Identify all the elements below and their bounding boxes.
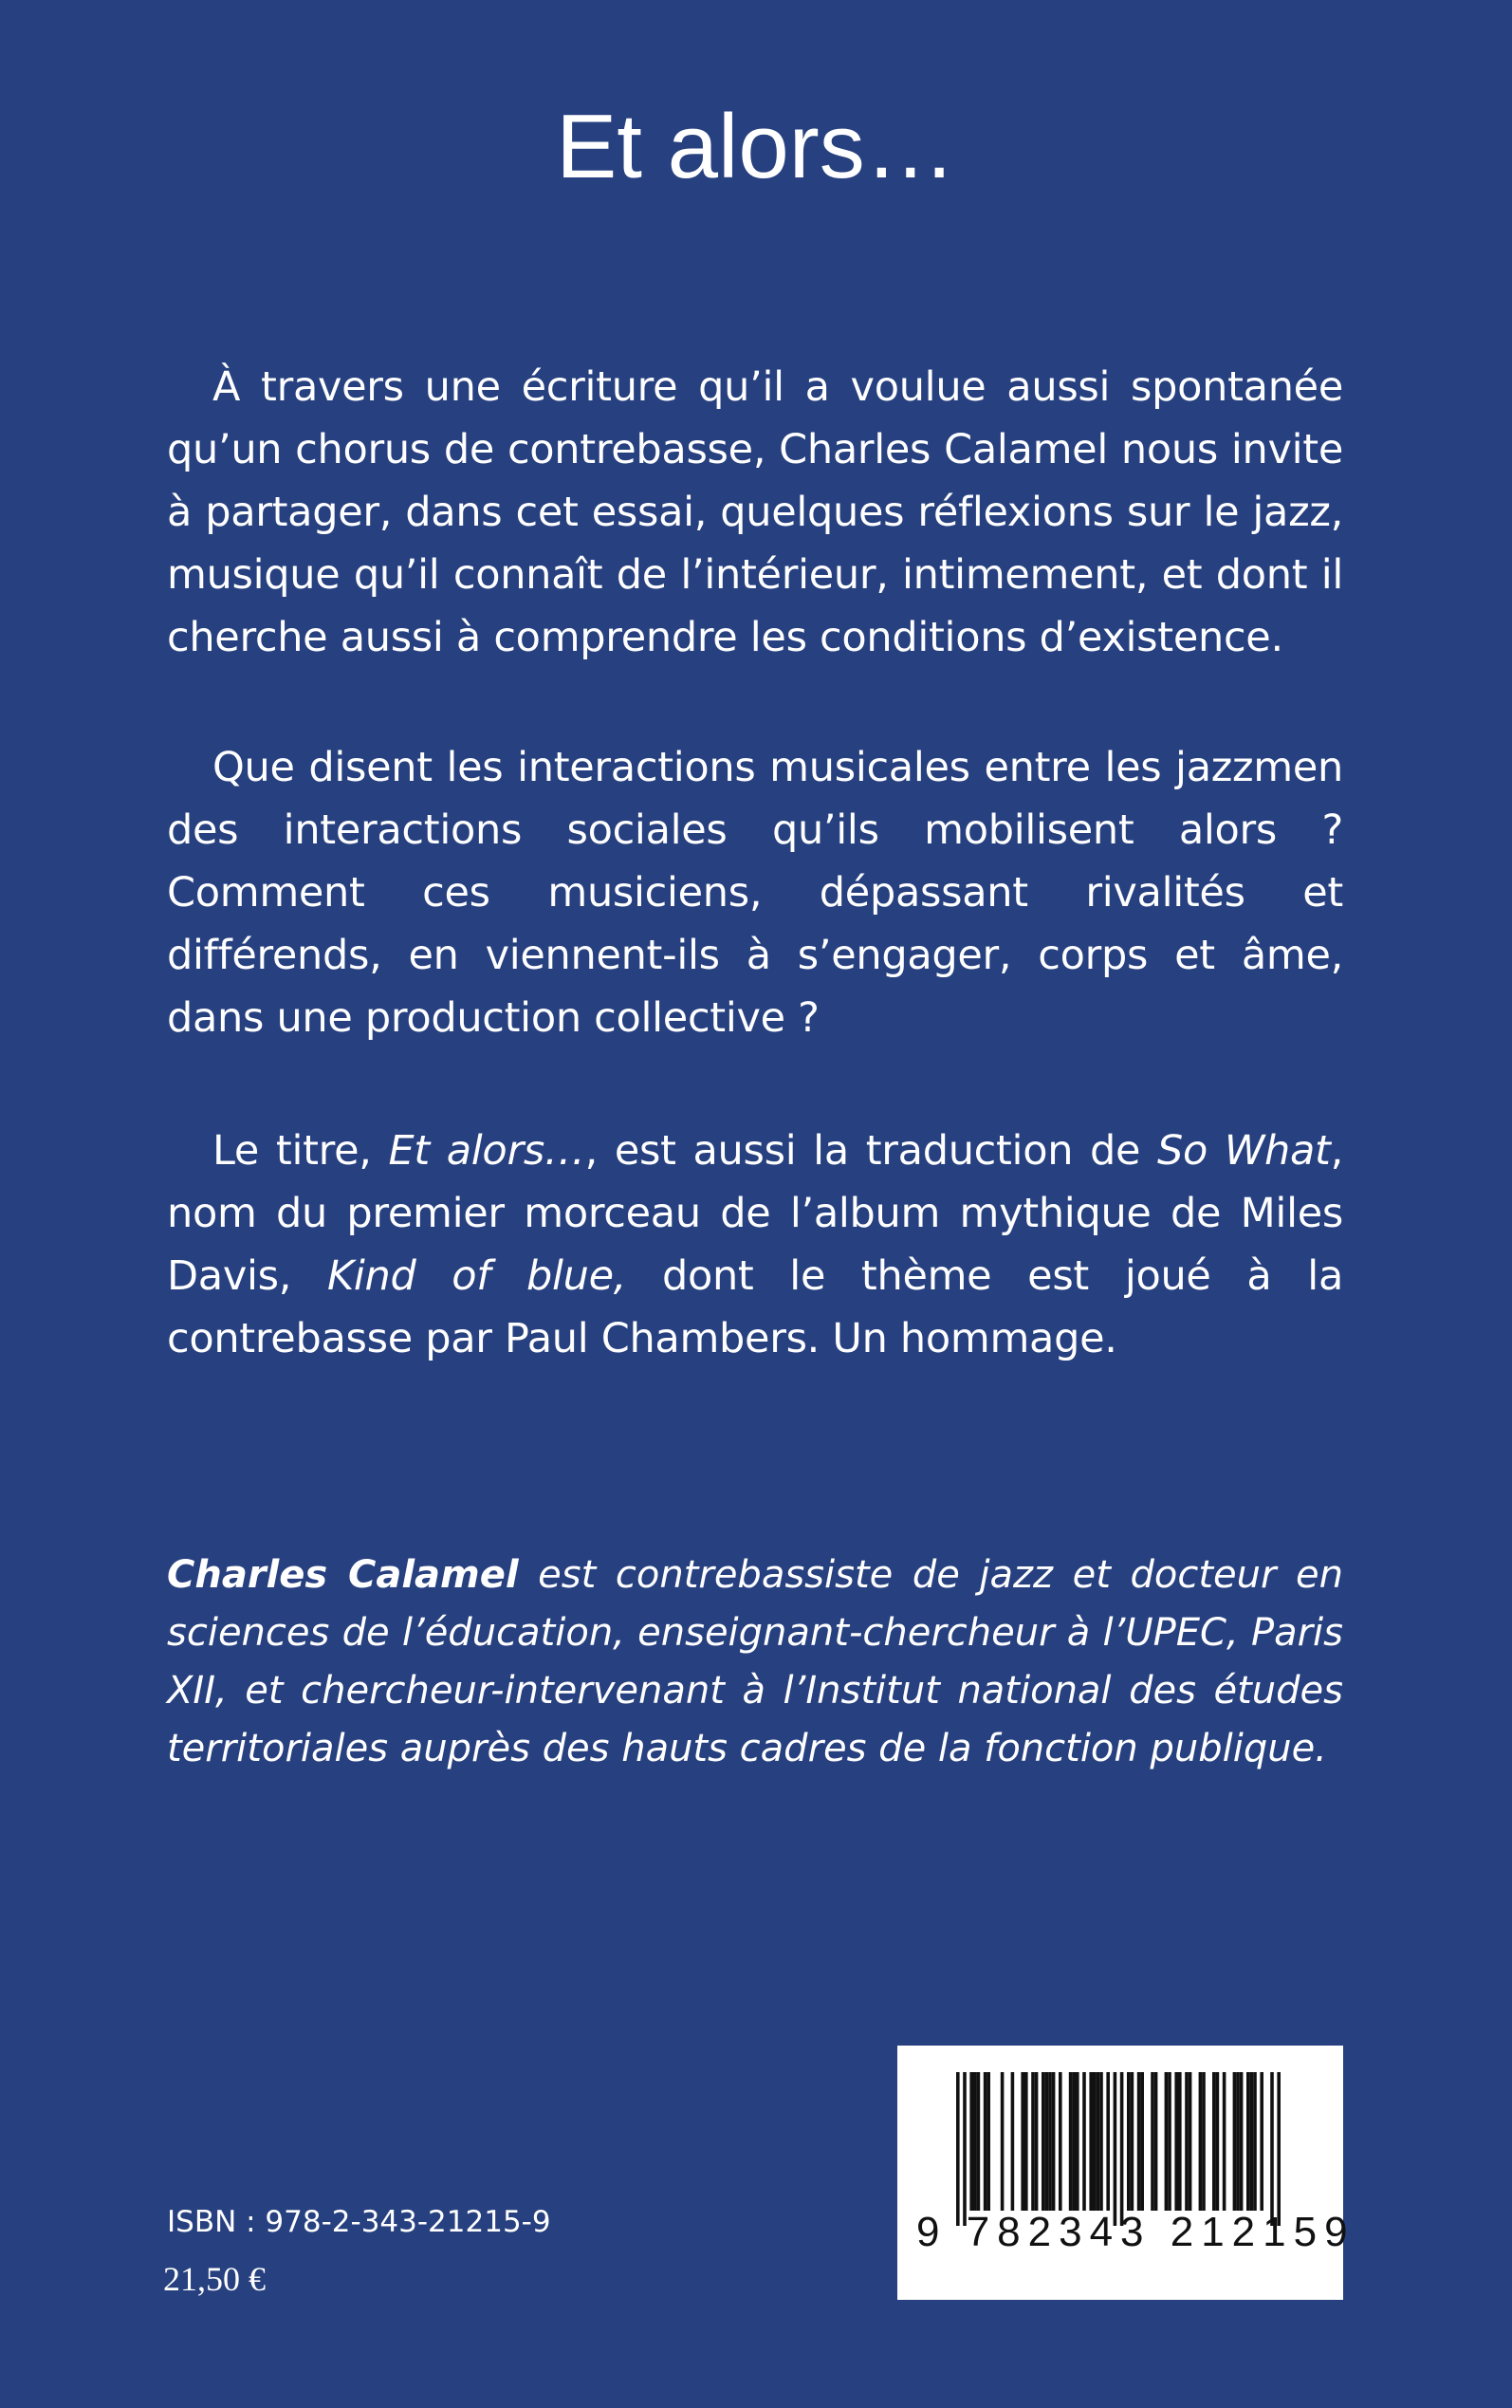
barcode-bar: [986, 2072, 990, 2211]
barcode-bar: [1151, 2072, 1154, 2211]
barcode-bar: [1131, 2072, 1134, 2211]
barcode-bar: [1048, 2072, 1052, 2211]
barcode-bar: [1240, 2072, 1244, 2211]
barcode-bar: [1099, 2072, 1103, 2211]
price-label: 21,50 €: [163, 2260, 266, 2298]
barcode-bar: [1260, 2072, 1263, 2211]
barcode-bars: [897, 2046, 1355, 2300]
barcode-bar: [1246, 2072, 1250, 2211]
barcode-bar: [1178, 2072, 1182, 2211]
author-bio: [167, 1547, 1343, 1778]
barcode-bar: [1052, 2072, 1056, 2211]
barcode-bar: [984, 2072, 987, 2211]
barcode-bar: [1021, 2072, 1024, 2211]
barcode-bar: [1106, 2072, 1110, 2211]
synopsis-paragraph-3: [167, 1120, 1343, 1370]
album-title-italic: Kind of blue,: [326, 1252, 627, 1300]
barcode-bar: [1174, 2072, 1178, 2211]
barcode-bar: [1250, 2072, 1254, 2211]
text-segment: Le titre,: [212, 1127, 389, 1175]
barcode-bar: [1001, 2072, 1005, 2211]
barcode-digits: 9 782343 212159: [916, 2209, 1355, 2255]
barcode-bar: [963, 2072, 967, 2226]
barcode-bar: [1035, 2072, 1039, 2211]
barcode-bar: [1137, 2072, 1141, 2211]
text-segment: , nom du premier morceau de l’album mythique de Miles Davis,: [167, 1127, 1343, 1300]
barcode-bar: [1042, 2072, 1045, 2211]
book-title: Et alors…: [556, 96, 956, 197]
barcode-bar: [1082, 2072, 1086, 2211]
barcode-bar: [1072, 2072, 1076, 2211]
barcode-bar: [1024, 2072, 1028, 2211]
barcode-bar: [1270, 2072, 1274, 2226]
barcode-bar: [969, 2072, 973, 2211]
barcode-bar: [1045, 2072, 1049, 2211]
barcode-bar: [1165, 2072, 1169, 2211]
barcode-bar: [1076, 2072, 1079, 2211]
barcode-bar: [1236, 2072, 1240, 2211]
barcode-bar: [1097, 2072, 1100, 2211]
barcode-bar: [1202, 2072, 1206, 2211]
text-segment: dont le thème est joué à la contrebasse par Paul Chambers. Un hommage.: [167, 1252, 1344, 1362]
author-bio-text: est contrebassiste de jazz et docteur en sciences de l’éducation, enseignant-chercheur à l’UPEC, Paris XII, et chercheur-intervenant à l’Institut national des études territoriales auprès des hauts cadres de la fonction publique.: [167, 1553, 1343, 1770]
barcode-bar: [1154, 2072, 1158, 2211]
barcode-bar: [1185, 2072, 1189, 2211]
barcode-bar: [1011, 2072, 1015, 2211]
barcode-bar: [1199, 2072, 1203, 2211]
barcode-bar: [1216, 2072, 1220, 2211]
barcode-bar: [1093, 2072, 1097, 2211]
barcode-bar: [977, 2072, 981, 2211]
synopsis-text-3: [167, 1120, 1343, 1370]
barcode-bar: [1069, 2072, 1073, 2211]
song-title-italic: So What: [1157, 1127, 1331, 1175]
author-name: Charles Calamel: [167, 1553, 519, 1597]
barcode-bar: [1189, 2072, 1192, 2211]
barcode-bar: [1233, 2072, 1237, 2211]
barcode-bar: [1168, 2072, 1171, 2211]
synopsis-text-1: À travers une écriture qu’il a voulue aussi spontanée qu’un chorus de contrebasse, Charles Calamel nous invite à partager, dans cet essai, quelques réflexions sur le jazz, musique qu’il connaît de l’intérieur, intimement, et dont il cherche aussi à comprendre les conditions d’existence.: [167, 363, 1343, 661]
synopsis-text-2: Que disent les interactions musicales entre les jazzmen des interactions sociales qu’ils mobilisent alors ? Comment ces musiciens, dépassant rivalités et différends, en viennent-ils à s’engager, corps et âme, dans une production collective ?: [167, 744, 1343, 1042]
barcode-bar: [956, 2072, 960, 2226]
barcode-bar: [1223, 2072, 1226, 2211]
synopsis-paragraph-2: [167, 736, 1343, 1049]
barcode-bar: [1120, 2072, 1124, 2226]
barcode-bar: [1277, 2072, 1281, 2226]
isbn-label: ISBN : 978-2-343-21215-9: [167, 2205, 551, 2239]
barcode-bar: [1059, 2072, 1062, 2211]
barcode-bar: [1253, 2072, 1257, 2211]
barcode-bar: [1140, 2072, 1144, 2211]
barcode-bar: [1031, 2072, 1035, 2211]
barcode-bar: [1114, 2072, 1117, 2226]
book-title-italic: Et alors…: [388, 1127, 585, 1175]
text-segment: , est aussi la traduction de: [584, 1127, 1157, 1175]
barcode-bar: [1212, 2072, 1216, 2211]
barcode-bar: [1127, 2072, 1131, 2211]
barcode-bar: [1089, 2072, 1093, 2211]
synopsis-paragraph-1: [167, 356, 1343, 669]
barcode-bar: [973, 2072, 977, 2211]
barcode: [897, 2046, 1355, 2300]
